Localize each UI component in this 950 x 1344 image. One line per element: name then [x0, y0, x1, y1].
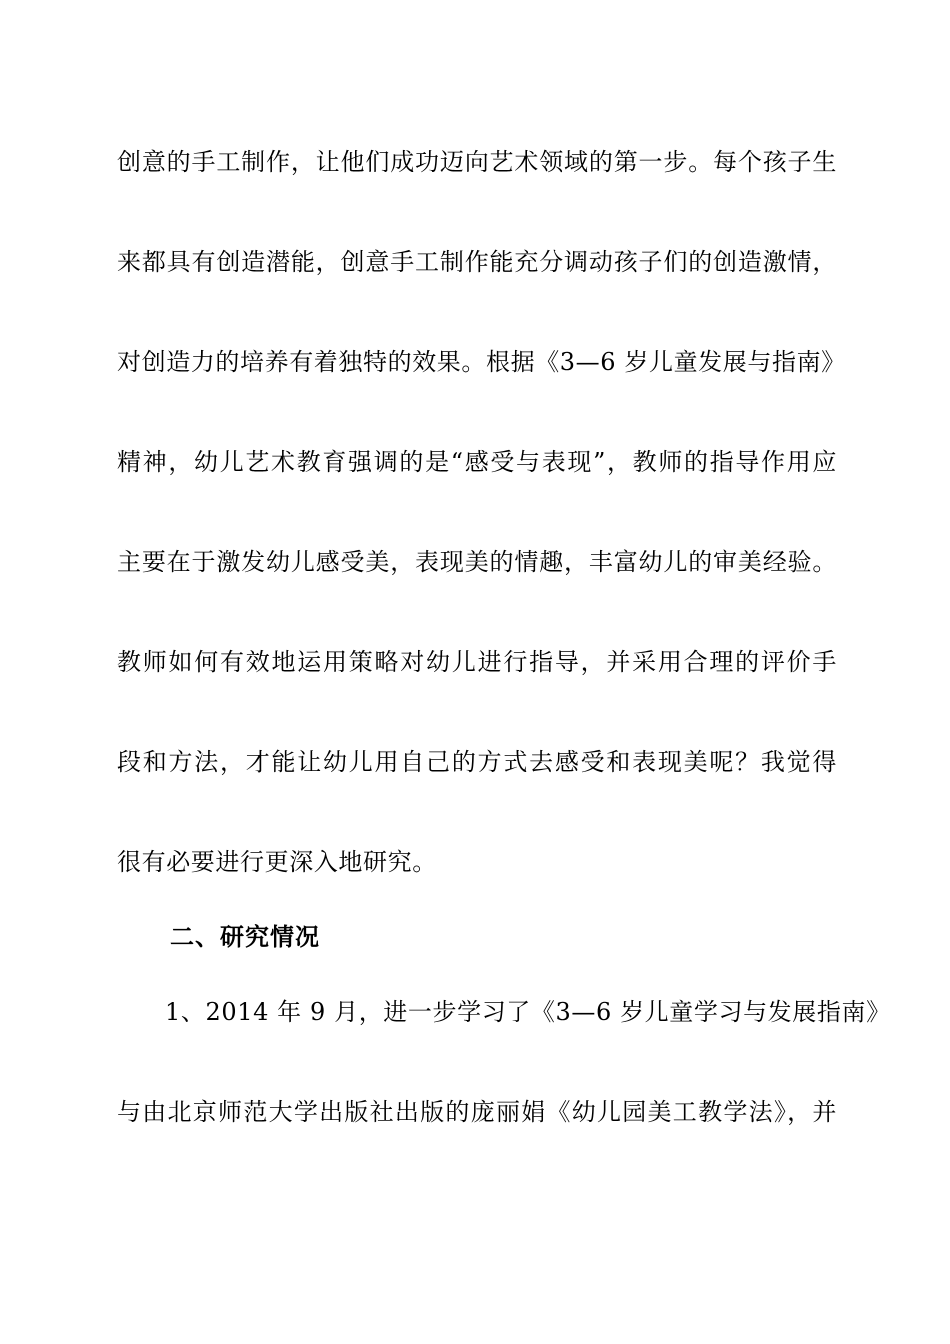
paragraph-line: 段和方法，才能让幼儿用自己的方式去感受和表现美呢？我觉得	[117, 748, 837, 776]
paragraph-line: 创意的手工制作，让他们成功迈向艺术领域的第一步。每个孩子生	[117, 148, 837, 176]
paragraph-line: 1、2014 年 9 月，进一步学习了《3—6 岁儿童学习与发展指南》	[165, 998, 891, 1026]
paragraph-line: 对创造力的培养有着独特的效果。根据《3—6 岁儿童发展与指南》	[117, 348, 846, 376]
section-heading: 二、研究情况	[170, 922, 320, 951]
paragraph-line: 主要在于激发幼儿感受美，表现美的情趣，丰富幼儿的审美经验。	[117, 548, 837, 576]
paragraph-line: 来都具有创造潜能，创意手工制作能充分调动孩子们的创造激情，	[117, 248, 837, 276]
paragraph-line: 与由北京师范大学出版社出版的庞丽娟《幼儿园美工教学法》，并	[117, 1098, 837, 1126]
paragraph-line: 很有必要进行更深入地研究。	[117, 848, 437, 876]
paragraph-line: 精神，幼儿艺术教育强调的是“感受与表现”，教师的指导作用应	[117, 448, 837, 476]
paragraph-line: 教师如何有效地运用策略对幼儿进行指导，并采用合理的评价手	[117, 648, 837, 676]
